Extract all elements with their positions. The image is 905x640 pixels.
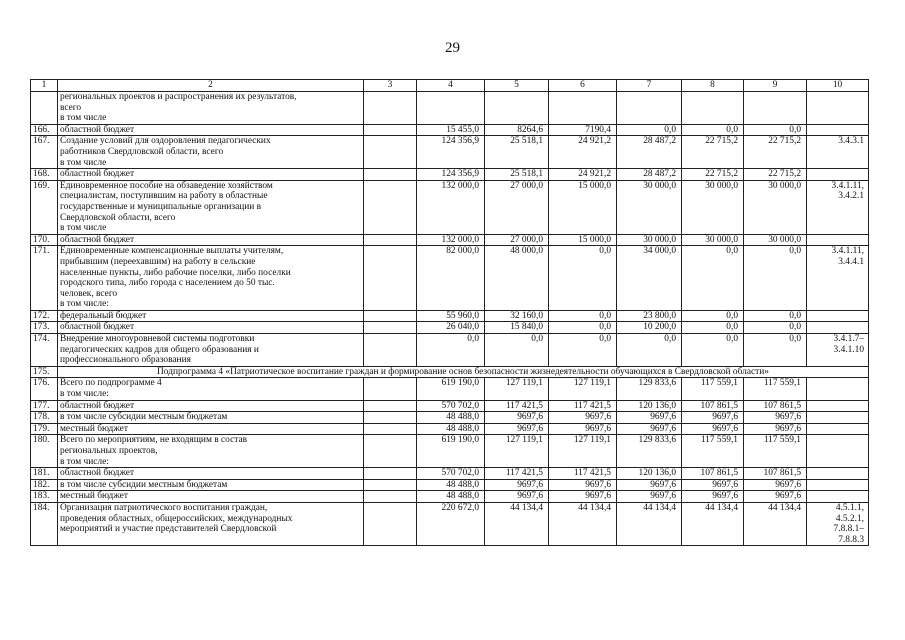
description-line: в том числе субсидии местным бюджетам [60,412,228,423]
description-line: прибывшим (переехавшим) на работу в сельские [60,256,256,267]
table-row [31,92,869,125]
amount-cell: 9697,6 [617,491,682,503]
table-row [31,124,869,136]
target-indicator-cell: 4.5.1.1, 4.5.2.1, 7.8.8.1–7.8.8.3 [807,502,869,545]
amount-cell: 0,0 [682,246,744,311]
description-line: Организация патриотического воспитания граждан, [60,502,268,513]
target-indicator-cell [807,92,869,125]
amount-cell: 27 000,0 [485,234,549,246]
amount-cell: 117 559,1 [682,435,744,468]
description-line: Всего по подпрограмме 4 [60,378,162,389]
column-3-cell [364,124,417,136]
amount-cell: 25 518,1 [485,169,549,181]
description-cell [58,180,364,234]
row-number-cell: 178. [31,412,58,424]
amount-cell: 107 861,5 [744,400,807,412]
amount-cell: 0,0 [549,246,617,311]
row-number-cell: 172. [31,310,58,322]
row-number-cell: 181. [31,468,58,480]
table-row [31,502,869,545]
amount-cell: 7190,4 [549,124,617,136]
amount-cell: 9697,6 [485,423,549,435]
description-line: Единовременное пособие на обзаведение хозяйством [60,180,273,191]
amount-cell: 44 134,4 [744,502,807,545]
table-row [31,246,869,311]
table-row [31,468,869,480]
amount-cell: 25 518,1 [485,136,549,169]
description-line: проведения областных, общероссийских, международных [60,513,293,524]
description-line: городского типа, либо города с населением до 50 тыс. [60,278,275,289]
column-3-cell [364,378,417,400]
description-line: Единовременные компенсационные выплаты учителям, [60,246,284,257]
target-indicator-cell [807,400,869,412]
amount-cell: 30 000,0 [744,180,807,234]
amount-cell: 48 488,0 [417,479,485,491]
description-line: профессионального образования [60,355,191,366]
amount-cell [682,92,744,125]
row-number-cell: 175. [31,366,58,378]
description-cell [58,234,364,246]
row-number-cell: 182. [31,479,58,491]
row-number-cell: 166. [31,124,58,136]
amount-cell: 0,0 [744,246,807,311]
column-3-cell [364,412,417,424]
amount-cell [485,92,549,125]
header-cell: 10 [807,80,869,92]
table-row [31,423,869,435]
column-3-cell [364,400,417,412]
amount-cell [549,92,617,125]
description-line: областной бюджет [60,322,135,333]
amount-cell: 9697,6 [744,491,807,503]
amount-cell: 117 559,1 [744,378,807,400]
amount-cell: 127 119,1 [549,378,617,400]
amount-cell: 0,0 [744,334,807,367]
row-number-cell: 180. [31,435,58,468]
amount-cell: 127 119,1 [485,435,549,468]
description-line: в том числе: [60,299,109,310]
column-3-cell [364,136,417,169]
column-3-cell [364,322,417,334]
header-cell: 7 [617,80,682,92]
amount-cell: 9697,6 [485,412,549,424]
target-indicator-cell [807,234,869,246]
budget-table [30,79,869,546]
table-row [31,479,869,491]
column-3-cell [364,310,417,322]
amount-cell: 26 040,0 [417,322,485,334]
amount-cell: 120 136,0 [617,400,682,412]
row-number-cell [31,92,58,125]
table-row [31,412,869,424]
amount-cell: 9697,6 [744,412,807,424]
amount-cell: 127 119,1 [549,435,617,468]
amount-cell: 129 833,6 [617,378,682,400]
table-row [31,491,869,503]
target-indicator-cell [807,479,869,491]
table-row [31,180,869,234]
target-indicator-cell [807,124,869,136]
amount-cell: 9697,6 [549,479,617,491]
amount-cell: 107 861,5 [682,400,744,412]
description-line: Создание условий для оздоровления педагогических [60,136,271,147]
amount-cell: 9697,6 [682,491,744,503]
target-indicator-cell [807,412,869,424]
row-number-cell: 183. [31,491,58,503]
amount-cell: 48 488,0 [417,423,485,435]
row-number-cell: 170. [31,234,58,246]
amount-cell: 9697,6 [682,479,744,491]
column-3-cell [364,180,417,234]
amount-cell: 124 356,9 [417,169,485,181]
target-indicator-cell: 3.4.1.7–3.4.1.10 [807,334,869,367]
amount-cell: 44 134,4 [549,502,617,545]
description-cell [58,310,364,322]
amount-cell: 32 160,0 [485,310,549,322]
amount-cell: 30 000,0 [682,234,744,246]
table-row [31,435,869,468]
header-cell: 2 [58,80,364,92]
description-line: региональных проектов и распространения их результатов, [60,92,297,102]
amount-cell: 132 000,0 [417,234,485,246]
description-line: областной бюджет [60,234,135,245]
amount-cell: 22 715,2 [744,169,807,181]
amount-cell: 0,0 [549,322,617,334]
amount-cell: 23 800,0 [617,310,682,322]
table-row [31,334,869,367]
amount-cell: 44 134,4 [617,502,682,545]
header-cell: 6 [549,80,617,92]
target-indicator-cell [807,468,869,480]
description-line: мероприятий и участие представителей Свердловской [60,524,277,535]
amount-cell [417,92,485,125]
description-cell [58,435,364,468]
target-indicator-cell [807,423,869,435]
description-cell [58,169,364,181]
amount-cell: 44 134,4 [682,502,744,545]
amount-cell: 9697,6 [682,412,744,424]
column-3-cell [364,479,417,491]
description-line: Всего по мероприятиям, не входящим в состав [60,435,248,446]
target-indicator-cell [807,378,869,400]
amount-cell: 0,0 [682,334,744,367]
amount-cell: 0,0 [744,124,807,136]
amount-cell: 570 702,0 [417,468,485,480]
amount-cell: 9697,6 [617,423,682,435]
row-number-cell: 184. [31,502,58,545]
description-line: в том числе: [60,456,109,467]
amount-cell: 127 119,1 [485,378,549,400]
header-cell: 3 [364,80,417,92]
amount-cell [744,92,807,125]
row-number-cell: 174. [31,334,58,367]
description-line: местный бюджет [60,423,128,434]
amount-cell: 117 421,5 [485,468,549,480]
description-line: в том числе субсидии местным бюджетам [60,479,228,490]
amount-cell: 34 000,0 [617,246,682,311]
amount-cell: 0,0 [485,334,549,367]
description-cell [58,334,364,367]
target-indicator-cell: 3.4.1.11, 3.4.2.1 [807,180,869,234]
amount-cell: 28 487,2 [617,169,682,181]
column-3-cell [364,423,417,435]
amount-cell: 48 488,0 [417,412,485,424]
column-3-cell [364,334,417,367]
amount-cell: 30 000,0 [682,180,744,234]
description-line: Свердловской области, всего [60,212,176,223]
description-cell [58,468,364,480]
header-cell: 9 [744,80,807,92]
table-row [31,400,869,412]
amount-cell: 30 000,0 [744,234,807,246]
description-cell [58,400,364,412]
amount-cell: 132 000,0 [417,180,485,234]
target-indicator-cell [807,310,869,322]
amount-cell: 0,0 [617,124,682,136]
row-number-cell: 176. [31,378,58,400]
table-row [31,322,869,334]
amount-cell: 8264,6 [485,124,549,136]
amount-cell: 0,0 [549,310,617,322]
amount-cell [617,92,682,125]
table-body [31,80,869,546]
column-3-cell [364,246,417,311]
amount-cell: 129 833,6 [617,435,682,468]
description-line: в том числе [60,223,107,234]
amount-cell: 9697,6 [549,491,617,503]
amount-cell: 22 715,2 [682,169,744,181]
amount-cell: 9697,6 [549,412,617,424]
table-row [31,310,869,322]
amount-cell: 30 000,0 [617,234,682,246]
amount-cell: 15 000,0 [549,234,617,246]
amount-cell: 570 702,0 [417,400,485,412]
amount-cell: 117 559,1 [744,435,807,468]
target-indicator-cell: 3.4.3.1 [807,136,869,169]
description-cell [58,412,364,424]
row-number-cell: 177. [31,400,58,412]
amount-cell: 48 488,0 [417,491,485,503]
amount-cell: 120 136,0 [617,468,682,480]
amount-cell: 9697,6 [485,479,549,491]
column-3-cell [364,468,417,480]
amount-cell: 15 000,0 [549,180,617,234]
amount-cell: 220 672,0 [417,502,485,545]
column-3-cell [364,234,417,246]
amount-cell: 9697,6 [744,423,807,435]
target-indicator-cell [807,322,869,334]
amount-cell: 55 960,0 [417,310,485,322]
description-cell [58,124,364,136]
header-cell: 5 [485,80,549,92]
description-line: населенные пункты, либо рабочие поселки, либо поселки [60,267,291,278]
description-cell [58,479,364,491]
amount-cell: 0,0 [682,322,744,334]
amount-cell: 117 421,5 [549,400,617,412]
amount-cell: 30 000,0 [617,180,682,234]
amount-cell: 28 487,2 [617,136,682,169]
amount-cell: 9697,6 [617,479,682,491]
amount-cell: 27 000,0 [485,180,549,234]
amount-cell: 0,0 [744,310,807,322]
amount-cell: 9697,6 [485,491,549,503]
amount-cell: 44 134,4 [485,502,549,545]
description-cell [58,246,364,311]
description-line: в том числе [60,113,107,124]
table-row [31,366,869,378]
amount-cell: 619 190,0 [417,435,485,468]
description-line: в том числе: [60,389,109,400]
row-number-cell: 167. [31,136,58,169]
description-line: областной бюджет [60,400,135,411]
column-3-cell [364,491,417,503]
target-indicator-cell [807,169,869,181]
description-line: специалистам, поступившим на работу в областные [60,191,268,202]
amount-cell: 0,0 [549,334,617,367]
amount-cell: 0,0 [682,124,744,136]
amount-cell: 24 921,2 [549,169,617,181]
description-cell [58,502,364,545]
amount-cell: 0,0 [617,334,682,367]
amount-cell: 619 190,0 [417,378,485,400]
amount-cell: 0,0 [417,334,485,367]
target-indicator-cell: 3.4.1.11, 3.4.4.1 [807,246,869,311]
amount-cell: 10 200,0 [617,322,682,334]
row-number-cell: 171. [31,246,58,311]
subprogram-title-cell: Подпрограмма 4 «Патриотическое воспитание граждан и формирование основ безопасности жизнедеятельности обучающихся в Свердловской области» [58,366,869,378]
column-3-cell [364,169,417,181]
column-3-cell [364,435,417,468]
amount-cell: 9697,6 [744,479,807,491]
amount-cell: 24 921,2 [549,136,617,169]
header-cell: 1 [31,80,58,92]
amount-cell: 107 861,5 [744,468,807,480]
amount-cell: 22 715,2 [682,136,744,169]
amount-cell: 22 715,2 [744,136,807,169]
description-cell [58,378,364,400]
amount-cell: 9697,6 [549,423,617,435]
description-line: местный бюджет [60,491,128,502]
description-line: Внедрение многоуровневой системы подготовки [60,334,255,345]
description-line: работников Свердловской области, всего [60,146,224,157]
amount-cell: 9697,6 [682,423,744,435]
description-line: педагогических кадров для общего образования и [60,344,259,355]
table-row [31,378,869,400]
description-line: в том числе [60,157,107,168]
header-cell: 4 [417,80,485,92]
amount-cell: 0,0 [682,310,744,322]
table-row [31,234,869,246]
description-line: федеральный бюджет [60,310,147,321]
description-line: региональных проектов, [60,446,158,456]
amount-cell: 0,0 [744,322,807,334]
table-row [31,169,869,181]
description-cell [58,92,364,125]
amount-cell: 15 840,0 [485,322,549,334]
amount-cell: 48 000,0 [485,246,549,311]
amount-cell: 124 356,9 [417,136,485,169]
row-number-cell: 169. [31,180,58,234]
amount-cell: 82 000,0 [417,246,485,311]
header-cell: 8 [682,80,744,92]
target-indicator-cell [807,435,869,468]
row-number-cell: 179. [31,423,58,435]
description-cell [58,423,364,435]
amount-cell: 117 421,5 [549,468,617,480]
column-3-cell [364,502,417,545]
table-row [31,136,869,169]
amount-cell: 117 421,5 [485,400,549,412]
description-cell [58,322,364,334]
amount-cell: 117 559,1 [682,378,744,400]
header-row [31,80,869,92]
target-indicator-cell [807,491,869,503]
description-line: всего [60,102,82,113]
column-3-cell [364,92,417,125]
description-line: областной бюджет [60,169,135,180]
description-line: областной бюджет [60,124,135,135]
description-cell [58,136,364,169]
description-line: человек, всего [60,288,118,299]
description-line: областной бюджет [60,468,135,479]
page-number: 29 [445,40,460,56]
row-number-cell: 168. [31,169,58,181]
amount-cell: 107 861,5 [682,468,744,480]
row-number-cell: 173. [31,322,58,334]
amount-cell: 15 455,0 [417,124,485,136]
amount-cell: 9697,6 [617,412,682,424]
description-line: государственные и муниципальные организации в [60,201,262,212]
description-cell [58,491,364,503]
